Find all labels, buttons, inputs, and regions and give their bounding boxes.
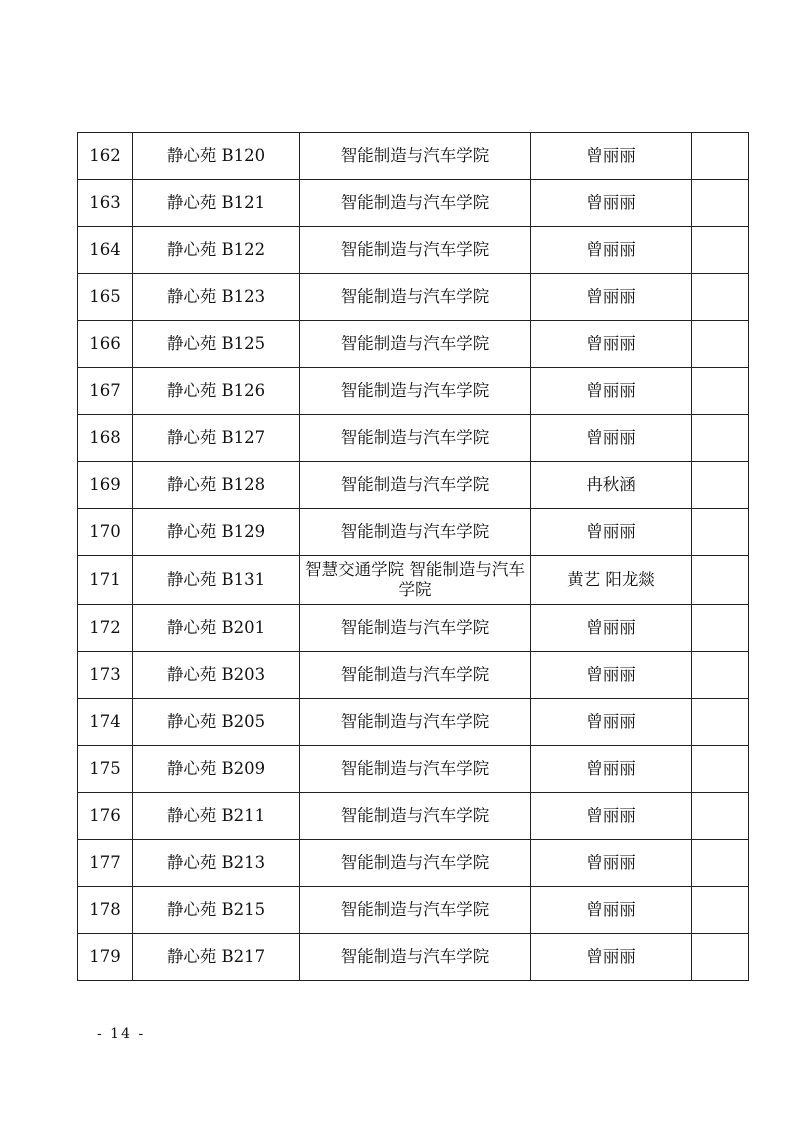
manager-name-cell: 曾丽丽 xyxy=(531,227,692,274)
row-number-cell: 171 xyxy=(78,556,133,605)
college-cell: 智能制造与汽车学院 xyxy=(300,368,531,415)
note-cell xyxy=(692,605,749,652)
college-cell: 智慧交通学院 智能制造与汽车学院 xyxy=(300,556,531,605)
row-number-cell: 162 xyxy=(78,133,133,180)
college-cell: 智能制造与汽车学院 xyxy=(300,605,531,652)
room-cell: 静心苑 B123 xyxy=(133,274,300,321)
note-cell xyxy=(692,746,749,793)
room-cell: 静心苑 B127 xyxy=(133,415,300,462)
note-cell xyxy=(692,699,749,746)
dormitory-table xyxy=(77,132,749,981)
row-number-cell: 164 xyxy=(78,227,133,274)
college-cell: 智能制造与汽车学院 xyxy=(300,699,531,746)
room-cell: 静心苑 B201 xyxy=(133,605,300,652)
row-number-cell: 173 xyxy=(78,652,133,699)
table-row xyxy=(78,321,749,368)
table-row xyxy=(78,556,749,605)
note-cell xyxy=(692,556,749,605)
manager-name-cell: 曾丽丽 xyxy=(531,699,692,746)
manager-name-cell: 曾丽丽 xyxy=(531,274,692,321)
manager-name-cell: 曾丽丽 xyxy=(531,321,692,368)
room-cell: 静心苑 B205 xyxy=(133,699,300,746)
college-cell: 智能制造与汽车学院 xyxy=(300,840,531,887)
note-cell xyxy=(692,840,749,887)
room-cell: 静心苑 B131 xyxy=(133,556,300,605)
row-number-cell: 174 xyxy=(78,699,133,746)
table-row xyxy=(78,368,749,415)
table-row xyxy=(78,699,749,746)
row-number-cell: 168 xyxy=(78,415,133,462)
college-cell: 智能制造与汽车学院 xyxy=(300,415,531,462)
manager-name-cell: 曾丽丽 xyxy=(531,415,692,462)
table-row xyxy=(78,133,749,180)
note-cell xyxy=(692,133,749,180)
manager-name-cell: 曾丽丽 xyxy=(531,887,692,934)
note-cell xyxy=(692,227,749,274)
manager-name-cell: 曾丽丽 xyxy=(531,840,692,887)
table-row xyxy=(78,274,749,321)
note-cell xyxy=(692,321,749,368)
dormitory-table-body xyxy=(78,133,749,981)
table-row xyxy=(78,793,749,840)
college-cell: 智能制造与汽车学院 xyxy=(300,509,531,556)
row-number-cell: 172 xyxy=(78,605,133,652)
room-cell: 静心苑 B125 xyxy=(133,321,300,368)
note-cell xyxy=(692,368,749,415)
manager-name-cell: 曾丽丽 xyxy=(531,934,692,981)
manager-name-cell: 曾丽丽 xyxy=(531,180,692,227)
room-cell: 静心苑 B203 xyxy=(133,652,300,699)
room-cell: 静心苑 B211 xyxy=(133,793,300,840)
manager-name-cell: 曾丽丽 xyxy=(531,793,692,840)
college-cell: 智能制造与汽车学院 xyxy=(300,793,531,840)
row-number-cell: 169 xyxy=(78,462,133,509)
college-cell: 智能制造与汽车学院 xyxy=(300,934,531,981)
college-cell: 智能制造与汽车学院 xyxy=(300,746,531,793)
room-cell: 静心苑 B121 xyxy=(133,180,300,227)
college-cell: 智能制造与汽车学院 xyxy=(300,274,531,321)
manager-name-cell: 曾丽丽 xyxy=(531,133,692,180)
table-row xyxy=(78,509,749,556)
note-cell xyxy=(692,180,749,227)
row-number-cell: 163 xyxy=(78,180,133,227)
page-number: - 14 - xyxy=(97,1026,146,1042)
college-cell: 智能制造与汽车学院 xyxy=(300,133,531,180)
note-cell xyxy=(692,415,749,462)
table-row xyxy=(78,180,749,227)
college-cell: 智能制造与汽车学院 xyxy=(300,180,531,227)
note-cell xyxy=(692,887,749,934)
manager-name-cell: 曾丽丽 xyxy=(531,746,692,793)
manager-name-cell: 曾丽丽 xyxy=(531,509,692,556)
room-cell: 静心苑 B213 xyxy=(133,840,300,887)
college-cell: 智能制造与汽车学院 xyxy=(300,887,531,934)
college-cell: 智能制造与汽车学院 xyxy=(300,227,531,274)
row-number-cell: 175 xyxy=(78,746,133,793)
manager-name-cell: 黄艺 阳龙燚 xyxy=(531,556,692,605)
table-row xyxy=(78,746,749,793)
table-row xyxy=(78,934,749,981)
manager-name-cell: 曾丽丽 xyxy=(531,368,692,415)
room-cell: 静心苑 B215 xyxy=(133,887,300,934)
room-cell: 静心苑 B126 xyxy=(133,368,300,415)
table-row xyxy=(78,462,749,509)
note-cell xyxy=(692,274,749,321)
college-cell: 智能制造与汽车学院 xyxy=(300,652,531,699)
table-row xyxy=(78,887,749,934)
row-number-cell: 179 xyxy=(78,934,133,981)
table-row xyxy=(78,415,749,462)
manager-name-cell: 曾丽丽 xyxy=(531,652,692,699)
note-cell xyxy=(692,934,749,981)
note-cell xyxy=(692,509,749,556)
note-cell xyxy=(692,793,749,840)
table-row xyxy=(78,840,749,887)
row-number-cell: 166 xyxy=(78,321,133,368)
college-cell: 智能制造与汽车学院 xyxy=(300,462,531,509)
table-row xyxy=(78,227,749,274)
note-cell xyxy=(692,462,749,509)
room-cell: 静心苑 B209 xyxy=(133,746,300,793)
table-row xyxy=(78,652,749,699)
row-number-cell: 165 xyxy=(78,274,133,321)
room-cell: 静心苑 B122 xyxy=(133,227,300,274)
manager-name-cell: 冉秋涵 xyxy=(531,462,692,509)
row-number-cell: 176 xyxy=(78,793,133,840)
row-number-cell: 178 xyxy=(78,887,133,934)
note-cell xyxy=(692,652,749,699)
row-number-cell: 170 xyxy=(78,509,133,556)
manager-name-cell: 曾丽丽 xyxy=(531,605,692,652)
college-cell: 智能制造与汽车学院 xyxy=(300,321,531,368)
room-cell: 静心苑 B129 xyxy=(133,509,300,556)
row-number-cell: 167 xyxy=(78,368,133,415)
room-cell: 静心苑 B128 xyxy=(133,462,300,509)
room-cell: 静心苑 B120 xyxy=(133,133,300,180)
table-row xyxy=(78,605,749,652)
row-number-cell: 177 xyxy=(78,840,133,887)
room-cell: 静心苑 B217 xyxy=(133,934,300,981)
